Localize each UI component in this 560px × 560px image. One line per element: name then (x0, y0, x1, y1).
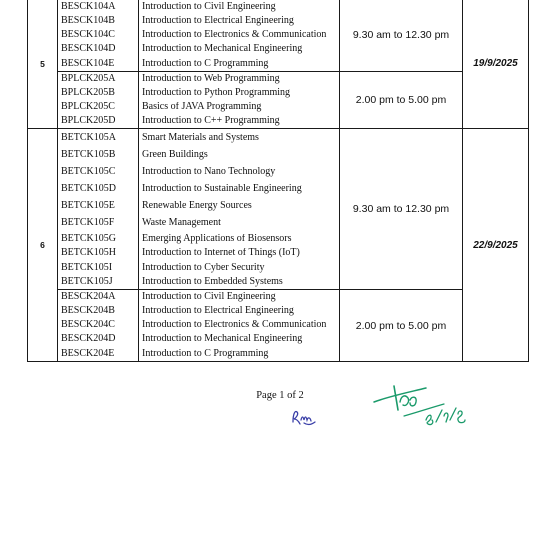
session-row (28, 0, 529, 72)
subject-title: Introduction to Electronics & Communication (142, 320, 327, 330)
subject-row (58, 86, 339, 100)
subject-code: BESCK104B (58, 14, 139, 28)
subject-title: Introduction to Electronics & Communication (142, 30, 327, 40)
subject-title: Introduction to Electrical Engineering (142, 16, 294, 26)
subject-title: Introduction to Civil Engineering (142, 1, 276, 12)
subject-row (58, 100, 339, 114)
subject-list (58, 290, 340, 362)
subject-title: Introduction to Cyber Security (142, 262, 265, 273)
subject-title: Introduction to Nano Technology (142, 166, 276, 177)
session-row (28, 72, 529, 129)
subject-list (58, 129, 340, 290)
subject-title: Renewable Energy Sources (142, 200, 252, 211)
subject-row (58, 304, 339, 318)
subject-list (58, 72, 340, 129)
subject-code: BPLCK205C (58, 100, 139, 114)
subject-code: BPLCK205A (58, 72, 139, 86)
subject-row (58, 346, 339, 361)
subject-title: Green Buildings (142, 149, 208, 160)
subject-code: BETCK105D (58, 180, 139, 197)
initials-mark (290, 406, 318, 428)
subject-code: BETCK105G (58, 231, 139, 246)
exam-timetable (27, 0, 529, 362)
subject-code: BPLCK205D (58, 114, 139, 128)
subject-row (58, 72, 339, 86)
rows-b1s0 (58, 129, 339, 289)
subject-code: BETCK105B (58, 146, 139, 163)
subject-row (58, 146, 339, 163)
subject-code: BESCK204A (58, 290, 139, 304)
subject-row (58, 28, 339, 42)
rows-b0s0 (58, 0, 339, 71)
serial-number: 5 (28, 0, 58, 129)
session-time: 2.00 pm to 5.00 pm (340, 290, 463, 362)
rows-b0s1 (58, 72, 339, 128)
subject-row (58, 332, 339, 346)
subject-title: Introduction to Civil Engineering (142, 292, 276, 302)
session-row (28, 290, 529, 362)
subject-title: Introduction to Mechanical Engineering (142, 44, 303, 54)
session-row (28, 129, 529, 290)
subject-row (58, 0, 339, 14)
subject-row (58, 42, 339, 56)
subject-title: Introduction to Internet of Things (IoT) (142, 248, 300, 258)
session-time: 2.00 pm to 5.00 pm (340, 72, 463, 129)
subject-code: BESCK204C (58, 318, 139, 332)
subject-row (58, 290, 339, 304)
subject-code: BESCK104C (58, 28, 139, 42)
subject-row (58, 56, 339, 71)
subject-list (58, 0, 340, 72)
signature-mark (370, 380, 480, 428)
subject-row (58, 260, 339, 275)
subject-row (58, 318, 339, 332)
page-number: Page 1 of 2 (256, 390, 304, 401)
subject-row (58, 163, 339, 180)
exam-date: 19/9/2025 (463, 0, 529, 129)
subject-title: Introduction to Embedded Systems (142, 277, 283, 287)
subject-code: BETCK105J (58, 275, 139, 289)
subject-code: BESCK104D (58, 42, 139, 56)
subject-code: BETCK105A (58, 129, 139, 146)
subject-code: BESCK204D (58, 332, 139, 346)
subject-row (58, 231, 339, 246)
subject-row (58, 14, 339, 28)
subject-code: BETCK105H (58, 246, 139, 260)
subject-title: Waste Management (142, 217, 221, 228)
subject-title: Introduction to C++ Programming (142, 116, 280, 126)
subject-title: Introduction to Mechanical Engineering (142, 334, 303, 344)
subject-row (58, 246, 339, 260)
subject-title: Introduction to Electrical Engineering (142, 306, 294, 316)
session-time: 9.30 am to 12.30 pm (340, 0, 463, 72)
subject-title: Introduction to C Programming (142, 58, 269, 69)
subject-title: Smart Materials and Systems (142, 132, 259, 143)
serial-number: 6 (28, 129, 58, 362)
exam-date: 22/9/2025 (463, 129, 529, 362)
subject-title: Basics of JAVA Programming (142, 102, 262, 112)
subject-row (58, 129, 339, 146)
subject-row (58, 275, 339, 289)
subject-row (58, 114, 339, 128)
subject-title: Introduction to Web Programming (142, 74, 280, 84)
subject-title: Emerging Applications of Biosensors (142, 233, 292, 244)
subject-title: Introduction to Python Programming (142, 88, 291, 98)
subject-code: BESCK104E (58, 56, 139, 71)
subject-code: BESCK104A (58, 0, 139, 14)
subject-title: Introduction to Sustainable Engineering (142, 183, 302, 194)
subject-code: BETCK105F (58, 214, 139, 231)
subject-row (58, 197, 339, 214)
subject-code: BPLCK205B (58, 86, 139, 100)
subject-code: BETCK105C (58, 163, 139, 180)
subject-code: BETCK105E (58, 197, 139, 214)
subject-row (58, 214, 339, 231)
subject-code: BESCK204B (58, 304, 139, 318)
subject-row (58, 180, 339, 197)
subject-code: BETCK105I (58, 260, 139, 275)
subject-title: Introduction to C Programming (142, 348, 269, 359)
session-time: 9.30 am to 12.30 pm (340, 129, 463, 290)
rows-b1s1 (58, 290, 339, 361)
subject-code: BESCK204E (58, 346, 139, 361)
